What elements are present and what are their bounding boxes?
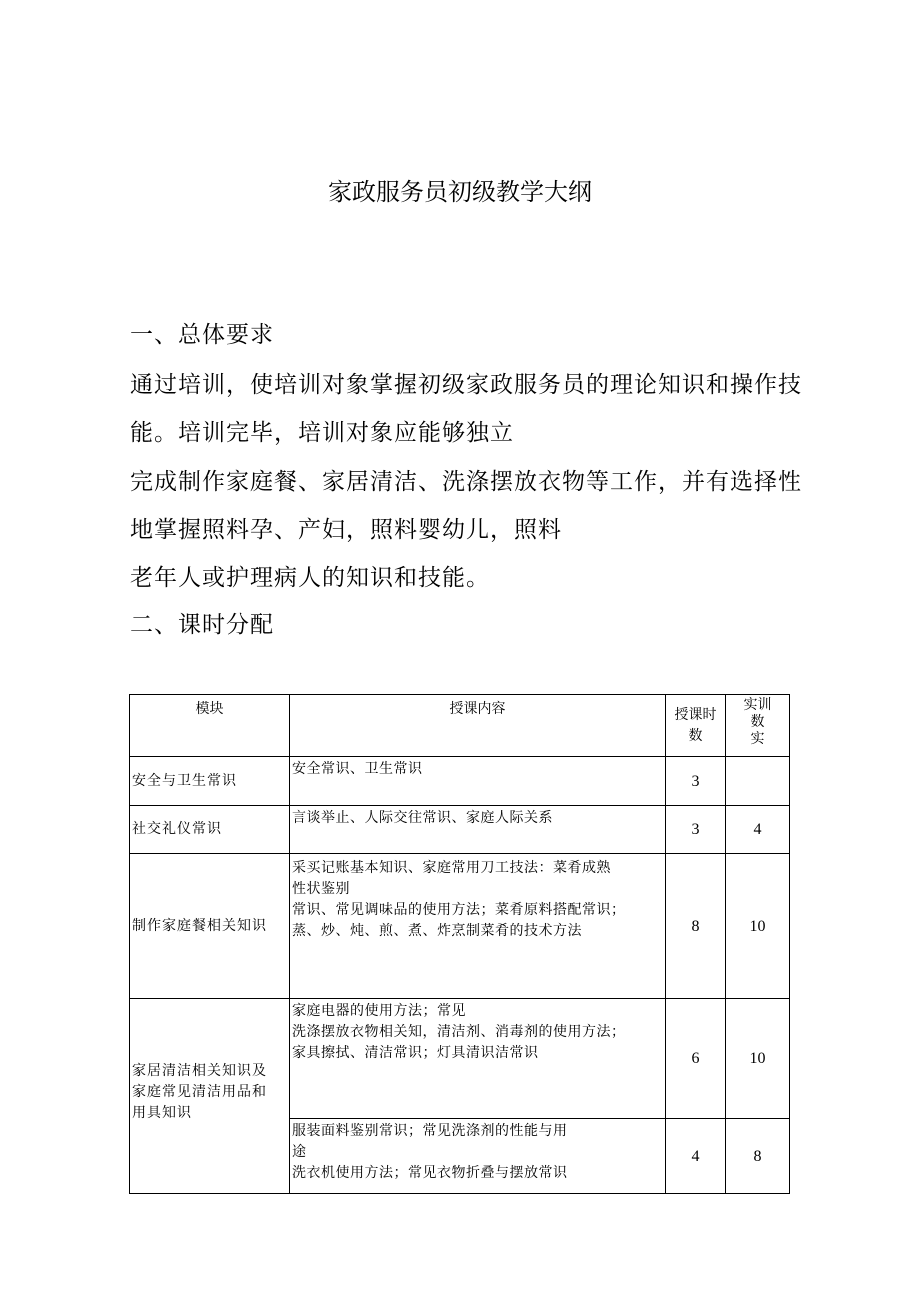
practice-cell: 8 bbox=[726, 1119, 790, 1194]
content-line: 安全常识、卫生常识 bbox=[292, 761, 423, 777]
module-cell: 制作家庭餐相关知识 bbox=[130, 854, 290, 999]
content-line: 采买记账基本知识、家庭常用刀工技法：菜肴成熟 bbox=[292, 860, 611, 876]
hours-cell: 8 bbox=[666, 854, 726, 999]
header-practice bbox=[726, 695, 790, 757]
module-cell bbox=[130, 999, 290, 1194]
content-cell bbox=[290, 1119, 666, 1194]
paragraph-line: 完成制作家庭餐、家居清洁、洗涤摆放衣物等工作，并有选择性 bbox=[130, 469, 802, 495]
content-cell bbox=[290, 806, 666, 854]
document-title: 家政服务员初级教学大纲 bbox=[328, 178, 592, 206]
practice-cell bbox=[726, 757, 790, 806]
hours-cell: 3 bbox=[666, 757, 726, 806]
table-row bbox=[130, 806, 790, 854]
module-line: 家庭常见清洁用品和 bbox=[132, 1084, 267, 1100]
module-line: 用具知识 bbox=[132, 1105, 192, 1121]
hours-cell: 3 bbox=[666, 806, 726, 854]
content-line: 洗涤摆放衣物相关知，清洁剂、消毒剂的使用方法； bbox=[292, 1024, 626, 1040]
content-line: 蒸、炒、炖、煎、煮、炸烹制菜肴的技术方法 bbox=[292, 923, 582, 939]
content-line: 家庭电器的使用方法；常见 bbox=[292, 1003, 466, 1019]
paragraph-line: 地掌握照料孕、产妇，照料婴幼儿，照料 bbox=[130, 517, 562, 543]
content-line: 家具擦拭、清洁常识；灯具清识洁常识 bbox=[292, 1045, 539, 1061]
practice-cell: 10 bbox=[726, 854, 790, 999]
content-line: 常识、常见调味品的使用方法；菜肴原料搭配常识； bbox=[292, 902, 626, 918]
header-practice-line: 实 bbox=[750, 731, 765, 747]
header-module: 模块 bbox=[130, 695, 290, 757]
section-heading-hours: 二、课时分配 bbox=[130, 612, 274, 638]
header-practice-line: 实训 bbox=[743, 697, 772, 713]
practice-cell: 10 bbox=[726, 999, 790, 1119]
module-cell: 社交礼仪常识 bbox=[130, 806, 290, 854]
header-practice-line: 数 bbox=[750, 714, 765, 730]
content-cell bbox=[290, 999, 666, 1119]
content-line: 洗衣机使用方法；常见衣物折叠与摆放常识 bbox=[292, 1165, 568, 1181]
module-cell: 安全与卫生常识 bbox=[130, 757, 290, 806]
header-content: 授课内容 bbox=[290, 695, 666, 757]
content-line: 途 bbox=[292, 1144, 307, 1160]
content-line: 言谈举止、人际交往常识、家庭人际关系 bbox=[292, 810, 553, 826]
hours-cell: 4 bbox=[666, 1119, 726, 1194]
paragraph-line: 通过培训，使培训对象掌握初级家政服务员的理论知识和操作技 bbox=[130, 372, 802, 398]
hours-cell: 6 bbox=[666, 999, 726, 1119]
paragraph-line: 老年人或护理病人的知识和技能。 bbox=[130, 565, 490, 591]
content-cell bbox=[290, 757, 666, 806]
content-cell bbox=[290, 854, 666, 999]
table-row bbox=[130, 757, 790, 806]
table-row bbox=[130, 854, 790, 999]
header-hours-line: 授课时 bbox=[674, 706, 717, 723]
module-line: 家居清洁相关知识及 bbox=[132, 1063, 267, 1079]
content-line: 性状鉴别 bbox=[292, 881, 350, 897]
paragraph-line: 能。培训完毕，培训对象应能够独立 bbox=[130, 420, 514, 446]
practice-cell: 4 bbox=[726, 806, 790, 854]
content-line: 服装面料鉴别常识；常见洗涤剂的性能与用 bbox=[292, 1123, 568, 1139]
header-hours-line: 数 bbox=[688, 727, 703, 744]
header-hours bbox=[666, 695, 726, 757]
table-header-row bbox=[130, 695, 790, 757]
section-heading-requirements: 一、总体要求 bbox=[130, 322, 274, 348]
table-row bbox=[130, 999, 790, 1119]
course-hours-table bbox=[129, 694, 790, 1194]
